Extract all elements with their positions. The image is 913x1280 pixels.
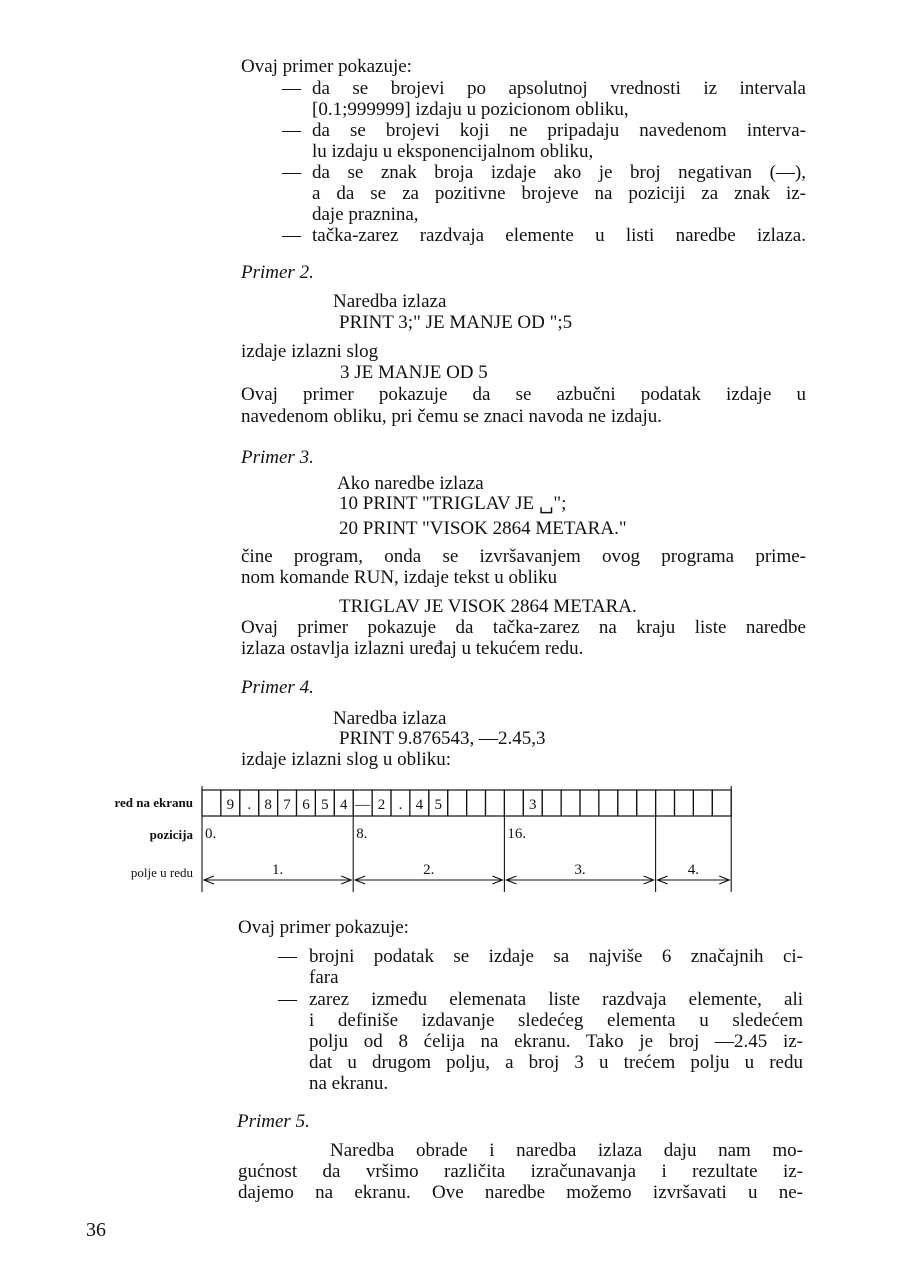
after-bullet-2-line-4: dat u drugom polju, a broj 3 u trećem polju u redu: [309, 1052, 803, 1073]
intro-heading: Ovaj primer pokazuje:: [241, 56, 412, 77]
bullet-dash: —: [278, 989, 297, 1010]
intro-bullet-1-line-1: da se brojevi po apsolutnoj vrednosti iz intervala: [312, 78, 806, 99]
intro-bullet-2-line-2: lu izdaju u eksponencijalnom obliku,: [312, 141, 594, 162]
intro-bullet-3-line-2: a da se za pozitivne brojeve na poziciji za znak iz-: [312, 183, 806, 204]
screen-cell-char: .: [398, 797, 403, 813]
after-bullet-2-line-3: polju od 8 ćelija na ekranu. Tako je broj —2.45 iz-: [309, 1031, 803, 1052]
field-label: 4.: [687, 862, 700, 878]
bullet-dash: —: [282, 225, 301, 246]
primer-5-text-line-2: gućnost da vršimo različita izračunavanja i rezultate iz-: [238, 1161, 803, 1182]
screen-cell: [561, 790, 580, 816]
screen-cell-char: 2: [377, 797, 386, 813]
primer-5-text-line-1: Naredba obrade i naredba izlaza daju nam mo-: [330, 1140, 803, 1161]
screen-cell: [637, 790, 656, 816]
screen-cell-char: 3: [529, 797, 537, 813]
screen-cell-char: 4: [415, 797, 424, 813]
screen-cell: [467, 790, 486, 816]
bullet-dash: —: [282, 120, 301, 141]
bullet-dash: —: [282, 78, 301, 99]
primer-2-text-line-2: navedenom obliku, pri čemu se znaci navoda ne izdaju.: [241, 406, 663, 427]
screen-cell: [599, 790, 618, 816]
intro-bullet-3-line-1: da se znak broja izdaje ako je broj negativan (—),: [312, 162, 806, 183]
primer-2-statement-label: Naredba izlaza: [333, 291, 447, 312]
primer-3-output: TRIGLAV JE VISOK 2864 METARA.: [339, 596, 637, 617]
after-bullet-2-line-1: zarez između elemenata liste razdvaja elemente, ali: [309, 989, 803, 1010]
primer-3-code-line-1: 10 PRINT "TRIGLAV JE ␣";: [339, 493, 567, 514]
primer-2-code: PRINT 3;" JE MANJE OD ";5: [339, 312, 573, 333]
primer-5-heading: Primer 5.: [237, 1111, 310, 1132]
screen-cell: [202, 790, 221, 816]
screen-cell: [618, 790, 637, 816]
intro-bullet-4-line-1: tačka-zarez razdvaja elemente u listi naredbe izlaza.: [312, 225, 806, 246]
row-label-field: polje u redu: [130, 865, 193, 880]
bullet-dash: —: [278, 946, 297, 967]
screen-cell-char: .: [247, 797, 252, 813]
field-label: 3.: [574, 862, 586, 878]
after-bullet-1-line-2: fara: [309, 967, 339, 988]
primer-3-text-2-line-1: Ovaj primer pokazuje da tačka-zarez na kraju liste naredbe: [241, 617, 806, 638]
screen-cell: [504, 790, 523, 816]
screen-cell: [542, 790, 561, 816]
screen-cell-char: —: [355, 797, 371, 813]
screen-cell: [448, 790, 467, 816]
primer-2-output: 3 JE MANJE OD 5: [340, 362, 488, 383]
intro-bullet-1-line-2: [0.1;999999] izdaju u pozicionom obliku,: [312, 99, 629, 120]
primer-5-text-line-3: dajemo na ekranu. Ove naredbe možemo izvršavati u ne-: [238, 1182, 803, 1203]
primer-4-heading: Primer 4.: [241, 677, 314, 698]
primer-2-text-line-1: Ovaj primer pokazuje da se azbučni podatak izdaje u: [241, 384, 806, 405]
screen-cell: [675, 790, 694, 816]
field-label: 2.: [423, 862, 435, 878]
after-bullet-2-line-5: na ekranu.: [309, 1073, 389, 1094]
primer-2-heading: Primer 2.: [241, 262, 314, 283]
primer-2-output-label: izdaje izlazni slog: [241, 341, 379, 362]
after-bullet-2-line-2: i definiše izdavanje sledećeg elementa u sledećem: [309, 1010, 803, 1031]
row-label-position: pozicija: [149, 827, 193, 842]
screen-cell-char: 6: [302, 797, 310, 813]
intro-bullet-2-line-1: da se brojevi koji ne pripadaju navedenom interva-: [312, 120, 806, 141]
row-label-screen-row: red na ekranu: [114, 795, 193, 810]
primer-3-heading: Primer 3.: [241, 447, 314, 468]
screen-cell-char: 9: [226, 797, 235, 813]
screen-cell: [580, 790, 599, 816]
primer-3-text-2-line-2: izlaza ostavlja izlazni uređaj u tekućem redu.: [241, 638, 584, 659]
screen-cell-char: 7: [283, 797, 291, 813]
primer-3-text-1-line-1: čine program, onda se izvršavanjem ovog programa prime-: [241, 546, 806, 567]
screen-cell-char: 5: [321, 797, 329, 813]
primer-3-text-1-line-2: nom komande RUN, izdaje tekst u obliku: [241, 567, 558, 588]
field-label: 1.: [271, 862, 284, 878]
primer-3-code-line-2: 20 PRINT "VISOK 2864 METARA.": [339, 518, 627, 539]
primer-4-statement-label: Naredba izlaza: [333, 708, 447, 729]
after-bullet-1-line-1: brojni podatak se izdaje sa najviše 6 značajnih ci-: [309, 946, 803, 967]
after-heading: Ovaj primer pokazuje:: [238, 917, 409, 938]
intro-bullet-3-line-3: daje praznina,: [312, 204, 419, 225]
position-label: 0.: [205, 826, 217, 842]
position-label: 8.: [356, 826, 368, 842]
screen-cell-char: 4: [340, 797, 348, 813]
screen-cell: [486, 790, 505, 816]
primer-4-output-label: izdaje izlazni slog u obliku:: [241, 749, 452, 770]
position-label: 16.: [507, 826, 527, 842]
primer-4-code: PRINT 9.876543, —2.45,3: [339, 728, 546, 749]
screen-cell-char: 5: [434, 797, 442, 813]
bullet-dash: —: [282, 162, 301, 183]
primer-3-statement-label: Ako naredbe izlaza: [337, 473, 484, 494]
page-number: 36: [86, 1219, 106, 1241]
screen-cell: [693, 790, 712, 816]
screen-cell: [656, 790, 675, 816]
screen-cell-char: 8: [264, 797, 272, 813]
screen-cell: [712, 790, 731, 816]
